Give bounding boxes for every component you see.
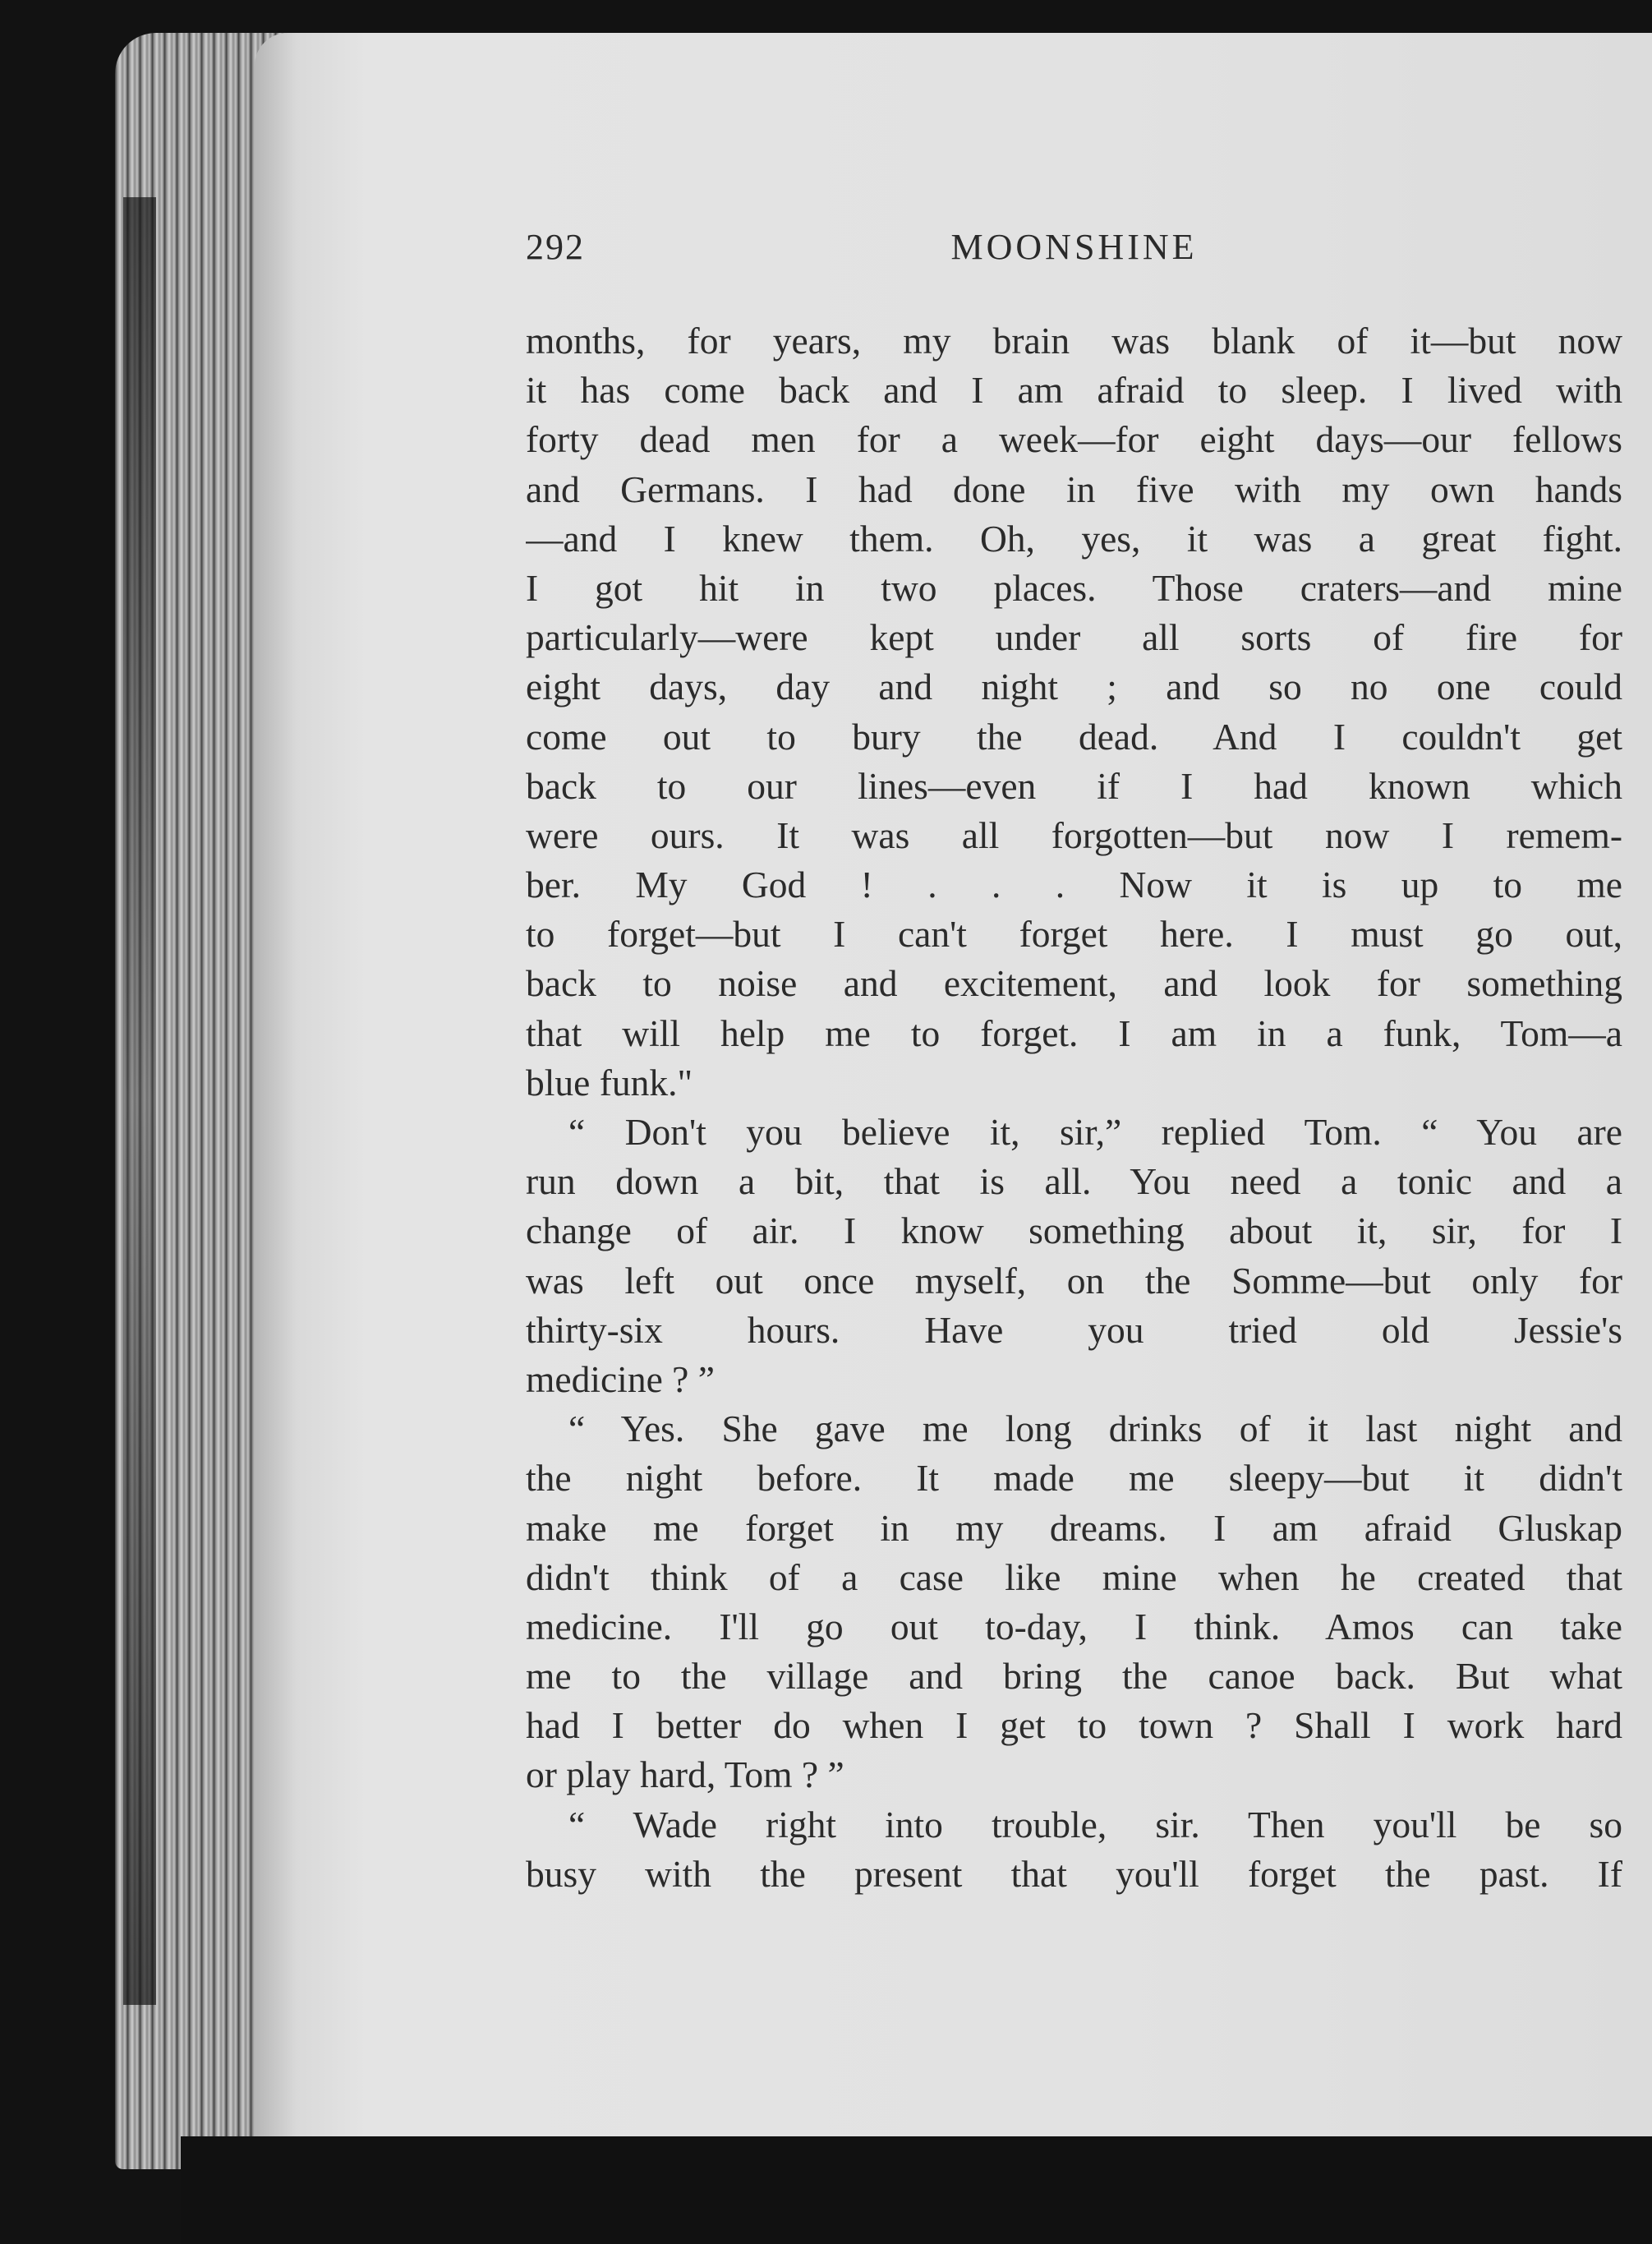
page-bottom-shadow xyxy=(181,2136,1652,2244)
running-head: MOONSHINE xyxy=(950,227,1198,267)
text-line: busy with the present that you'll forget the past. If xyxy=(526,1852,1622,1895)
text-line: was left out once myself, on the Somme—but only for xyxy=(526,1259,1622,1302)
text-line: blue funk." xyxy=(526,1061,693,1104)
text-line: particularly—were kept under all sorts of fire for xyxy=(526,616,1622,659)
text-line: come out to bury the dead. And I couldn't get xyxy=(526,715,1622,758)
text-line: make me forget in my dreams. I am afraid Gluskap xyxy=(526,1506,1622,1549)
page-number: 292 xyxy=(526,227,585,267)
text-line: and Germans. I had done in five with my own hands xyxy=(526,468,1622,510)
text-line: change of air. I know something about it, sir, for I xyxy=(526,1210,1622,1252)
text-line: “ Don't you believe it, sir,” replied Tom. “ You are xyxy=(568,1111,1622,1153)
text-line: it has come back and I am afraid to sleep. I lived with xyxy=(526,369,1622,412)
text-line: to forget—but I can't forget here. I must go out, xyxy=(526,913,1622,956)
text-line: run down a bit, that is all. You need a tonic and a xyxy=(526,1160,1622,1203)
text-line: “ Wade right into trouble, sir. Then you'll be so xyxy=(568,1803,1622,1845)
text-line: didn't think of a case like mine when he created that xyxy=(526,1555,1622,1598)
text-line: medicine ? ” xyxy=(526,1357,715,1400)
text-line: medicine. I'll go out to-day, I think. Amos can take xyxy=(526,1605,1622,1647)
text-line: eight days, day and night ; and so no one could xyxy=(526,666,1622,708)
text-line: months, for years, my brain was blank of it—but now xyxy=(526,320,1622,362)
text-line: forty dead men for a week—for eight days—our fellows xyxy=(526,418,1622,461)
page-header xyxy=(526,226,1622,275)
text-line: had I better do when I get to town ? Shall I work hard xyxy=(526,1704,1622,1747)
text-line: were ours. It was all forgotten—but now I remem- xyxy=(526,813,1622,856)
text-line: back to noise and excitement, and look for something xyxy=(526,962,1622,1005)
text-line: thirty-six hours. Have you tried old Jessie's xyxy=(526,1308,1622,1351)
text-line: me to the village and bring the canoe back. But what xyxy=(526,1655,1622,1698)
text-line: or play hard, Tom ? ” xyxy=(526,1753,844,1796)
text-line: the night before. It made me sleepy—but it didn't xyxy=(526,1457,1622,1500)
text-line: back to our lines—even if I had known which xyxy=(526,764,1622,807)
text-line: ber. My God ! . . . Now it is up to me xyxy=(526,864,1622,906)
text-line: “ Yes. She gave me long drinks of it last night and xyxy=(568,1408,1622,1450)
body-text xyxy=(526,316,1622,1899)
text-line: that will help me to forget. I am in a funk, Tom—a xyxy=(526,1011,1622,1054)
text-line: —and I knew them. Oh, yes, it was a great fight. xyxy=(526,517,1622,560)
text-line: I got hit in two places. Those craters—and mine xyxy=(526,566,1622,609)
